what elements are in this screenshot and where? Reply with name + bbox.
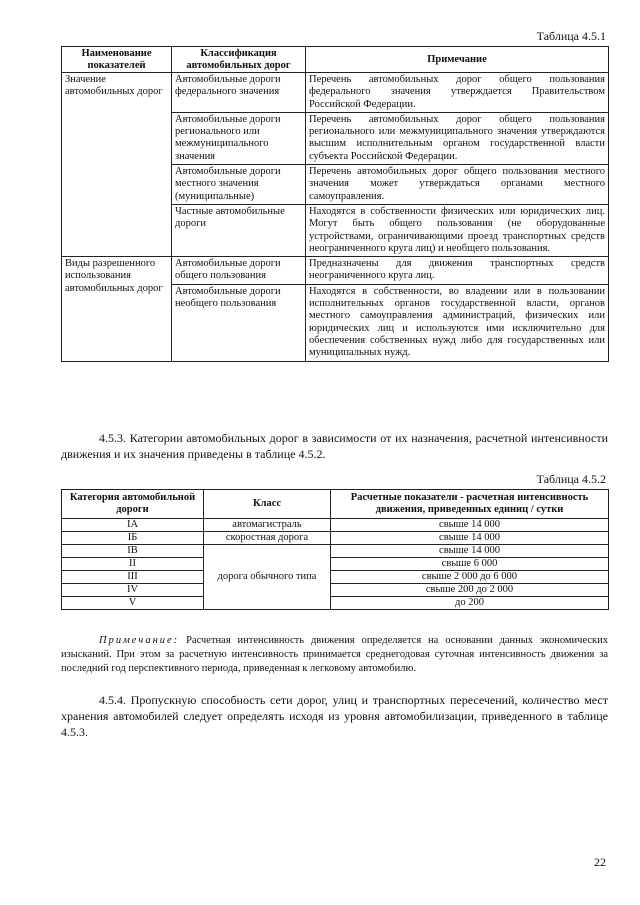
- intensity-cell: свыше 6 000: [331, 558, 609, 571]
- table-row: [62, 597, 609, 610]
- class-cell: дорога обычного типа: [204, 545, 331, 610]
- category-cell: IB: [62, 545, 204, 558]
- category-cell: IБ: [62, 532, 204, 545]
- note-text: Расчетная интенсивность движения определяется на основании данных экономических изысканий. При этом за расчетную интенсивность принимается среднегодовая суточная интенсивность движения за последний год перспективного периода, приведенная к легковому автомобилю.: [61, 635, 608, 674]
- intensity-cell: свыше 14 000: [331, 532, 609, 545]
- table-row: [62, 73, 609, 113]
- category-cell: IA: [62, 519, 204, 532]
- table-caption-451: Таблица 4.5.1: [536, 29, 606, 43]
- class-cell: автомагистраль: [204, 519, 331, 532]
- table-row: [62, 558, 609, 571]
- classification-cell: Автомобильные дороги регионального или межмуниципального значения: [172, 112, 306, 164]
- page-number: 22: [594, 855, 606, 869]
- road-category-table: [61, 489, 609, 610]
- header-class: Класс: [204, 490, 331, 519]
- class-cell: скоростная дорога: [204, 532, 331, 545]
- table-row: [62, 519, 609, 532]
- paragraph-4-5-3: 4.5.3. Категории автомобильных дорог в зависимости от их назначения, расчетной интенсивности движения и их значения приведены в таблице 4.5.2.: [61, 431, 608, 461]
- header-category: Категория автомобильной дороги: [62, 490, 204, 519]
- note-cell: Находятся в собственности, во владении или в пользовании исполнительных органов государственной власти, органов местного самоуправления администраций, физических или юридических лиц и используются ими исключительно для обеспечения собственных нужд либо для государственных или муниципальных нужд.: [306, 284, 609, 361]
- table-row: [62, 532, 609, 545]
- header-note: Примечание: [306, 47, 609, 73]
- category-cell: V: [62, 597, 204, 610]
- table-row: [62, 545, 609, 558]
- note-cell: Перечень автомобильных дорог общего пользования местного значения может утверждаться органами местного самоуправления.: [306, 165, 609, 205]
- header-intensity: Расчетные показатели - расчетная интенсивность движения, приведенных единиц / сутки: [331, 490, 609, 519]
- group-name: Значение автомобильных дорог: [62, 73, 172, 257]
- table-header-row: [62, 490, 609, 519]
- header-classification: Классификация автомобильных дорог: [172, 47, 306, 73]
- intensity-cell: свыше 14 000: [331, 545, 609, 558]
- category-cell: II: [62, 558, 204, 571]
- note-cell: Перечень автомобильных дорог общего пользования регионального или межмуниципального значения утверждаются высшим исполнительным органом государственной власти субъекта Российской Федерации.: [306, 112, 609, 164]
- road-classification-table: [61, 46, 609, 362]
- classification-cell: Автомобильные дороги общего пользования: [172, 257, 306, 285]
- classification-cell: Частные автомобильные дороги: [172, 204, 306, 256]
- category-cell: IV: [62, 584, 204, 597]
- table-row: [62, 571, 609, 584]
- classification-cell: Автомобильные дороги федерального значения: [172, 73, 306, 113]
- note-label: Примечание:: [99, 635, 180, 646]
- group-name: Виды разрешенного использования автомобильных дорог: [62, 257, 172, 361]
- table-note: [61, 634, 608, 676]
- classification-cell: Автомобильные дороги местного значения (муниципальные): [172, 165, 306, 205]
- note-cell: Перечень автомобильных дорог общего пользования федерального значения утверждается Правительством Российской Федерации.: [306, 73, 609, 113]
- table-header-row: [62, 47, 609, 73]
- header-indicators: Наименование показателей: [62, 47, 172, 73]
- category-cell: III: [62, 571, 204, 584]
- note-cell: Предназначены для движения транспортных средств неограниченного круга лиц.: [306, 257, 609, 285]
- table-row: [62, 584, 609, 597]
- paragraph-4-5-4: 4.5.4. Пропускную способность сети дорог, улиц и транспортных пересечений, количество мест хранения автомобилей следует определять исходя из уровня автомобилизации, приведенного в таблице 4.5.3.: [61, 693, 608, 739]
- intensity-cell: свыше 14 000: [331, 519, 609, 532]
- table-row: [62, 257, 609, 285]
- intensity-cell: до 200: [331, 597, 609, 610]
- intensity-cell: свыше 2 000 до 6 000: [331, 571, 609, 584]
- classification-cell: Автомобильные дороги необщего пользования: [172, 284, 306, 361]
- table-caption-452: Таблица 4.5.2: [536, 472, 606, 486]
- intensity-cell: свыше 200 до 2 000: [331, 584, 609, 597]
- note-cell: Находятся в собственности физических или юридических лиц. Могут быть общего пользования (не оборудованные устройствами, ограничивающими проезд транспортных средств неограниченного круга лиц) и необщего пользования.: [306, 204, 609, 256]
